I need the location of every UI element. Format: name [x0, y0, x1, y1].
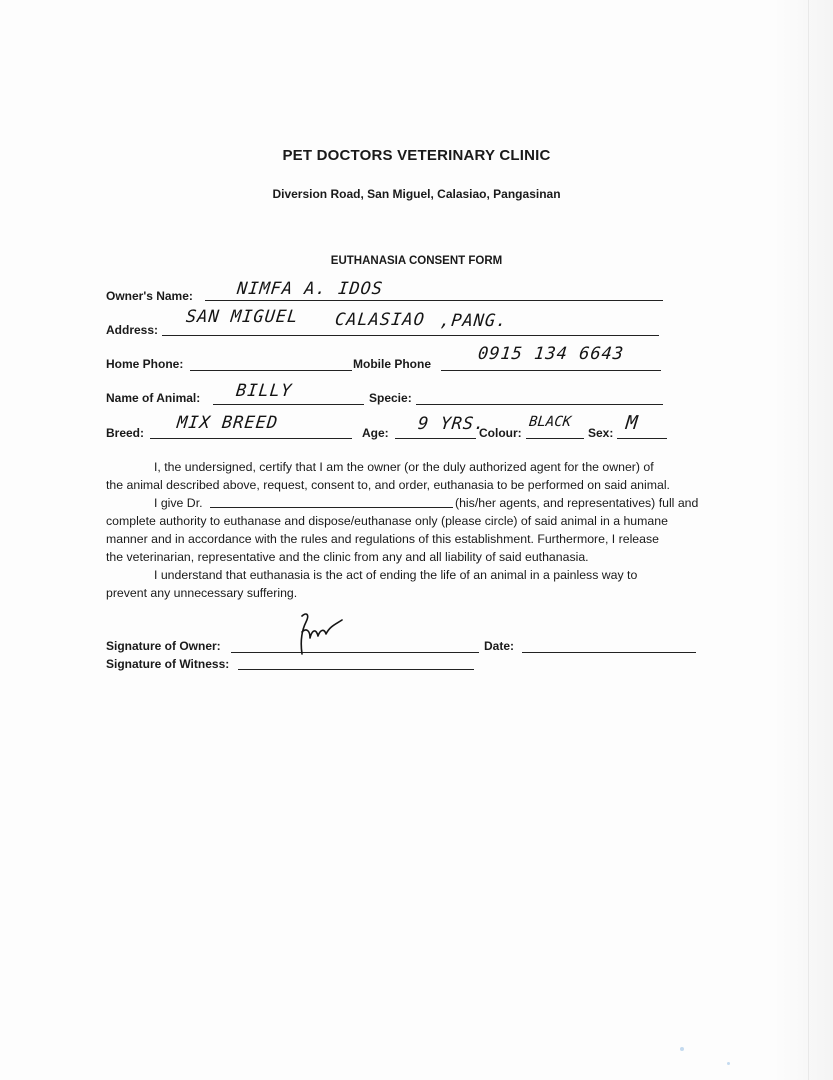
address-line — [162, 335, 659, 336]
scan-speck — [727, 1062, 730, 1065]
doctor-name-line[interactable] — [210, 507, 453, 508]
scan-speck — [680, 1047, 684, 1051]
breed-label: Breed: — [106, 426, 145, 440]
address-value-street[interactable]: SAN MIGUEL — [184, 307, 300, 327]
address-value-province[interactable]: ,PANG. — [438, 311, 509, 331]
para3-line1: I understand that euthanasia is the act of ending the life of an animal in a painless way to — [154, 568, 638, 582]
animal-name-label: Name of Animal: — [106, 391, 201, 405]
owner-name-value[interactable]: NIMFA A. IDOS — [235, 279, 385, 299]
specie-label: Specie: — [369, 391, 412, 405]
age-value[interactable]: 9 YRS. — [416, 414, 487, 434]
witness-signature-label: Signature of Witness: — [106, 657, 230, 671]
para2-line3: manner and in accordance with the rules and regulations of this establishment. Furthermore, I release — [106, 532, 659, 546]
breed-line — [150, 438, 352, 439]
colour-label: Colour: — [479, 426, 522, 440]
age-line — [395, 438, 476, 439]
form-title: EUTHANASIA CONSENT FORM — [330, 255, 503, 267]
date-label: Date: — [484, 639, 515, 653]
para1-line1: I, the undersigned, certify that I am the owner (or the duly authorized agent for the owner) of — [154, 460, 654, 474]
address-value-town[interactable]: CALASIAO — [333, 310, 426, 330]
owner-signature-line[interactable] — [231, 652, 479, 653]
owner-name-line — [205, 300, 663, 301]
mobile-phone-value[interactable]: 0915 134 6643 — [476, 344, 626, 364]
animal-name-line — [213, 404, 364, 405]
home-phone-label: Home Phone: — [106, 357, 184, 371]
para2-line4: the veterinarian, representative and the clinic from any and all liability of said euthanasia. — [106, 550, 589, 564]
owner-signature-mark — [292, 610, 352, 660]
para1-line2: the animal described above, request, consent to, and order, euthanasia to be performed on said animal. — [106, 478, 670, 492]
para2-line1-b: (his/her agents, and representatives) full and — [455, 496, 699, 510]
para2-line1-a: I give Dr. — [154, 496, 203, 510]
para3-line2: prevent any unnecessary suffering. — [106, 586, 298, 600]
mobile-phone-label: Mobile Phone — [353, 357, 431, 371]
breed-value[interactable]: MIX BREED — [175, 413, 280, 433]
owner-name-label: Owner's Name: — [106, 289, 193, 303]
colour-line — [526, 438, 584, 439]
animal-name-value[interactable]: BILLY — [234, 381, 294, 401]
home-phone-line — [190, 370, 352, 371]
specie-line — [416, 404, 663, 405]
sex-label: Sex: — [588, 426, 614, 440]
colour-value[interactable]: BLACK — [528, 414, 572, 430]
sex-line — [617, 438, 667, 439]
sex-value[interactable]: M — [624, 412, 640, 434]
age-label: Age: — [362, 426, 389, 440]
mobile-phone-line — [441, 370, 661, 371]
owner-signature-label: Signature of Owner: — [106, 639, 221, 653]
para2-line2: complete authority to euthanase and dispose/euthanase only (please circle) of said animal in a humane — [106, 514, 668, 528]
witness-signature-line[interactable] — [238, 669, 474, 670]
address-label: Address: — [106, 323, 159, 337]
clinic-name: PET DOCTORS VETERINARY CLINIC — [282, 147, 551, 164]
date-line[interactable] — [522, 652, 696, 653]
clinic-address: Diversion Road, San Miguel, Calasiao, Pangasinan — [272, 187, 561, 201]
